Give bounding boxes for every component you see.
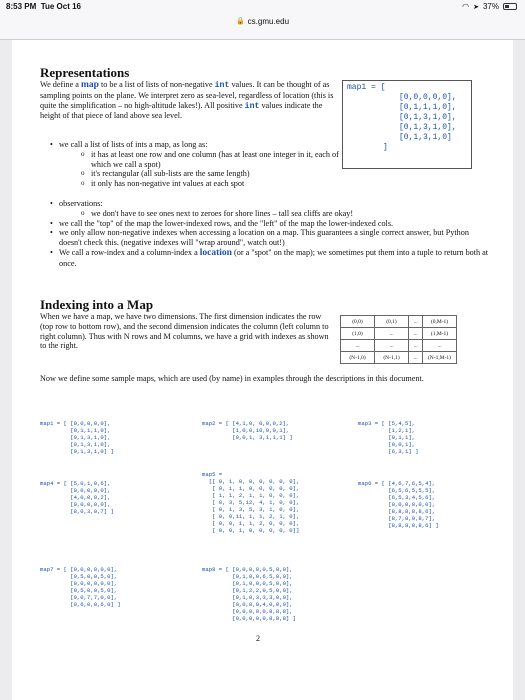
grid-cell: ... [409,328,423,340]
grid-cell: (N-1,1) [375,352,409,364]
grid-cell: ... [409,352,423,364]
grid-cell: (1,0) [341,328,375,340]
bullet-location: • We call a row-index and a column-index a location (or a "spot" on the map); we sometimes put them into a tuple to return both at once. [50,248,490,269]
grid-cell: ... [375,340,409,352]
grid-cell: ... [375,328,409,340]
sample-map4: map4 = [ [5,0,1,0,6], [0,0,0,9,0], [4,0,0,0,2], [0,0,0,0,0], [8,0,3,0,7] ] [40,480,114,515]
status-time-date: 8:53 PM Tue Oct 16 [6,2,81,11]
sub-bullet: o we don't have to see ones next to zeroes for shore lines – tall sea cliffs are okay! [81,209,490,219]
sample-map6: map6 = [ [4,6,7,6,5,4], [6,5,6,5,5,5], [6,5,3,4,5,6], [0,0,0,0,0,0], [8,8,8,8,8,6], [8,7,8,9,8,7], [8,8,8,8,8,6] ] [358,480,439,529]
index-grid-table [340,315,457,364]
map1-box-row: [0,1,3,1,0], [399,113,457,122]
bullet-map-def: • we call a list of lists of ints a map, as long as: o it has at least one row and one column (has at least one integer in it, each of which we call a spot) o it's rectangular (all sub-lists are the same length) o it only has non-negative int values at each spot [50,140,340,189]
map-definition-list [50,140,340,189]
grid-cell: (0,1) [375,316,409,328]
bullet-observations: • observations: o we don't have to see ones next to zeroes for shore lines – tall sea cliffs are okay! [50,199,490,219]
bullet-negative-indexes: • we only allow non-negative indexes when accessing a location on a map. This guarantees a single correct answer, but Python doesn't check this. (negative indexes will "wrap around", watch out!) [50,228,490,248]
page-number: 2 [256,634,260,643]
grid-cell: (1,M-1) [423,328,457,340]
section-title-indexing: Indexing into a Map [40,297,154,312]
battery-icon [503,3,517,10]
indexing-paragraph: When we have a map, we have two dimensions. The first dimension indicates the row (top row to bottom row), and the second dimension indicates the column (left column to right column). Thus with N rows and M columns, we have a grid with indexes as shown to the right. [40,312,329,351]
intro-paragraph: We define a map to be a list of lists of non-negative int values. It can be thought of as sampling points on the plane. We interpret zero as sea-level, regardless of location (this is quite the simplification – no high-altitude lakes!). All positive int values indicate the height of that piece of land above sea level. [40,80,334,121]
map1-box-header: map1 = [ [347,83,386,92]
observations-list [50,199,490,269]
grid-cell: ... [409,316,423,328]
grid-cell: (0,M-1) [423,316,457,328]
bullet-top-left: • we call the "top" of the map the lower-indexed rows, and the "left" of the map the lower-indexed cols. [50,219,490,229]
grid-cell: (0,0) [341,316,375,328]
map1-box-row: [0,1,3,1,0] [399,133,452,142]
sample-map5: map5 = [[ 0, 1, 0, 0, 0, 0, 0, 0], [ 0, 1, 1, 0, 0, 0, 0, 0], [ 1, 1, 2, 1, 1, 0, 0, 0], [ 0, 3, 5,12, 4, 1, 0, 0], [ 0, 1, 3, 5, 3, 1, 0, 0], [ 0, 0,11, 1, 1, 2, 1, 0], [ 0, 0, 1, 1, 2, 0, 0, 0], [ 0, 0, 1, 0, 0, 0, 0, 0]] [202,471,300,534]
url-text: cs.gmu.edu [247,17,290,26]
grid-cell: (N-1,0) [341,352,375,364]
sample-map7: map7 = [ [0,0,0,0,0,0], [0,5,0,0,5,0], [0,0,0,0,0,0], [0,5,0,0,5,0], [0,0,7,7,0,0], [0,6,0,0,6,0] ] [40,566,121,608]
map1-box-row: [0,1,1,1,0], [399,103,457,112]
location-icon: ➤ [473,3,479,11]
sample-map1: map1 = [ [0,0,0,0,0], [0,1,1,1,0], [0,1,3,1,0], [0,1,3,1,0], [0,1,3,1,0] ] [40,420,114,455]
map1-code-box [342,80,472,169]
map1-box-row: [0,0,0,0,0], [399,93,457,102]
sample-map3: map3 = [ [5,4,5], [1,2,1], [0,1,1], [0,0,1], [6,3,1] ] [358,420,419,455]
address-bar[interactable] [0,14,525,40]
status-right [462,2,517,11]
grid-cell: (N-1,M-1) [423,352,457,364]
wifi-icon: ◠ [462,2,470,11]
section-title-representations: Representations [40,65,130,80]
battery-percent: 37% [482,2,499,11]
sub-bullet: o it only has non-negative int values at each spot [81,179,340,189]
grid-cell: ... [341,340,375,352]
sample-map2: map2 = [ [4,1,0, 0,0,0,2], [1,0,0,10,0,0,1], [0,0,1, 3,1,1,1] ] [202,420,293,441]
sample-map8: map8 = [ [0,0,0,0,0,5,0,0], [0,1,0,0,6,5,0,0], [0,1,0,0,0,5,0,0], [0,1,2,2,0,5,0,0], [0,1,0,3,3,3,0,0], [0,0,0,0,4,0,0,0], [0,0,0,0,0,8,8,8], [0,0,0,0,0,8,8,8] ] [202,566,296,622]
document-page [12,40,513,700]
status-bar [0,0,525,14]
sub-bullet: o it has at least one row and one column (has at least one integer in it, each of which we call a spot) [81,150,340,170]
grid-cell: ... [423,340,457,352]
sample-maps-intro: Now we define some sample maps, which are used (by name) in examples through the descriptions in this document. [40,374,424,383]
grid-cell: ... [409,340,423,352]
map1-box-close: ] [383,143,388,152]
lock-icon: 🔒 [235,18,245,25]
sub-bullet: o it's rectangular (all sub-lists are the same length) [81,169,340,179]
map1-box-row: [0,1,3,1,0], [399,123,457,132]
